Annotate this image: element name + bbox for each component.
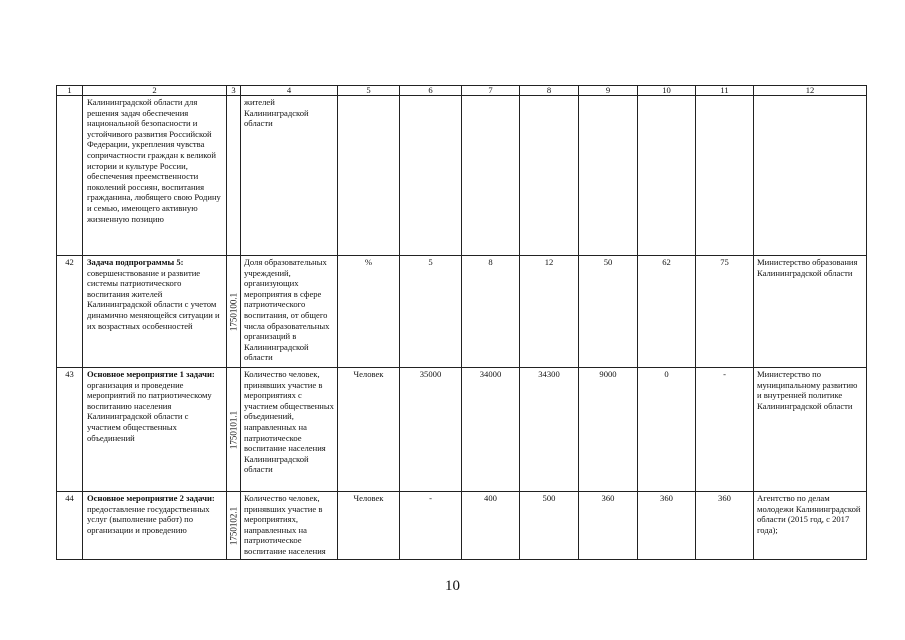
- task-description: [83, 492, 227, 560]
- indicator-code: [227, 256, 241, 368]
- indicator-name: жителей Калининградской области: [241, 96, 338, 256]
- column-number-header: 5: [338, 86, 400, 96]
- table-row: [57, 96, 867, 256]
- indicator-code-text: 1750101.1: [228, 410, 239, 449]
- responsible-agency: Министерство образования Калининградской области: [754, 256, 867, 368]
- value-cell: 400: [462, 492, 520, 560]
- column-number-header: 2: [83, 86, 227, 96]
- value-cell: [579, 96, 638, 256]
- indicator-code: [227, 368, 241, 492]
- task-description-text: предоставление государственных услуг (выполнение работ) по организации и проведению: [87, 503, 210, 535]
- value-cell: 50: [579, 256, 638, 368]
- value-cell: [462, 96, 520, 256]
- value-cell: 500: [520, 492, 579, 560]
- column-number-header: 11: [696, 86, 754, 96]
- value-cell: [696, 96, 754, 256]
- indicator-name: Количество человек, принявших участие в мероприятиях, направленных на патриотическое воспитание населения: [241, 492, 338, 560]
- value-cell: 62: [638, 256, 696, 368]
- value-cell: 360: [579, 492, 638, 560]
- task-title: Задача подпрограммы 5:: [87, 257, 184, 267]
- row-number: 42: [57, 256, 83, 368]
- responsible-agency: Агентство по делам молодежи Калининградской области (2015 год, с 2017 года);: [754, 492, 867, 560]
- page-number: 10: [445, 578, 460, 594]
- table-row: [57, 492, 867, 560]
- column-number-header: 12: [754, 86, 867, 96]
- task-description: [83, 96, 227, 256]
- value-cell: [638, 96, 696, 256]
- unit-cell: Человек: [338, 492, 400, 560]
- column-number-header: 10: [638, 86, 696, 96]
- task-description-text: совершенствование и развитие системы патриотического воспитания жителей Калининградской области с учетом динамично меняющейся ситуации и их возрастных особенностей: [87, 267, 220, 331]
- column-number-header: 4: [241, 86, 338, 96]
- value-cell: 360: [638, 492, 696, 560]
- value-cell: [400, 96, 462, 256]
- value-cell: 0: [638, 368, 696, 492]
- responsible-agency: Министерство по муниципальному развитию и внутренней политике Калининградской области: [754, 368, 867, 492]
- indicator-code: [227, 96, 241, 256]
- indicator-code: [227, 492, 241, 560]
- indicator-name: Доля образовательных учреждений, организующих мероприятия в сфере патриотического воспитания, от общего числа образовательных организаций в Калининградской области: [241, 256, 338, 368]
- unit-cell: [338, 96, 400, 256]
- value-cell: 8: [462, 256, 520, 368]
- task-title: Основное мероприятие 1 задачи:: [87, 369, 215, 379]
- value-cell: -: [400, 492, 462, 560]
- responsible-agency: [754, 96, 867, 256]
- value-cell: 360: [696, 492, 754, 560]
- row-number: 44: [57, 492, 83, 560]
- table-row: [57, 256, 867, 368]
- task-description: [83, 368, 227, 492]
- row-number: [57, 96, 83, 256]
- column-number-header: 1: [57, 86, 83, 96]
- column-number-header: 9: [579, 86, 638, 96]
- value-cell: [520, 96, 579, 256]
- value-cell: -: [696, 368, 754, 492]
- task-description-text: Калининградской области для решения задач обеспечения национальной безопасности и устойчивого развития Российской Федерации, укрепления чувства сопричастности граждан к великой истории и культуре России, обеспечения преемственности поколений россиян, воспитания гражданина, любящего свою Родину и семью, имеющего активную жизненную позицию: [87, 97, 221, 224]
- task-title: Основное мероприятие 2 задачи:: [87, 493, 215, 503]
- value-cell: 34300: [520, 368, 579, 492]
- task-description-text: организация и проведение мероприятий по патриотическому воспитанию населения Калининградской области с участием общественных объединений: [87, 379, 212, 443]
- data-table: [56, 85, 867, 560]
- value-cell: 75: [696, 256, 754, 368]
- column-number-header: 7: [462, 86, 520, 96]
- column-number-header: 3: [227, 86, 241, 96]
- value-cell: 9000: [579, 368, 638, 492]
- value-cell: 5: [400, 256, 462, 368]
- value-cell: 35000: [400, 368, 462, 492]
- task-description: [83, 256, 227, 368]
- table-header-row: [57, 86, 867, 96]
- column-number-header: 6: [400, 86, 462, 96]
- table-row: [57, 368, 867, 492]
- value-cell: 12: [520, 256, 579, 368]
- row-number: 43: [57, 368, 83, 492]
- indicator-code-text: 1750100.1: [228, 292, 239, 331]
- column-number-header: 8: [520, 86, 579, 96]
- value-cell: 34000: [462, 368, 520, 492]
- indicator-code-text: 1750102.1: [228, 506, 239, 545]
- unit-cell: Человек: [338, 368, 400, 492]
- unit-cell: %: [338, 256, 400, 368]
- indicator-name: Количество человек, принявших участие в мероприятиях с участием общественных объединений, направленных на патриотическое воспитание населения Калининградской области: [241, 368, 338, 492]
